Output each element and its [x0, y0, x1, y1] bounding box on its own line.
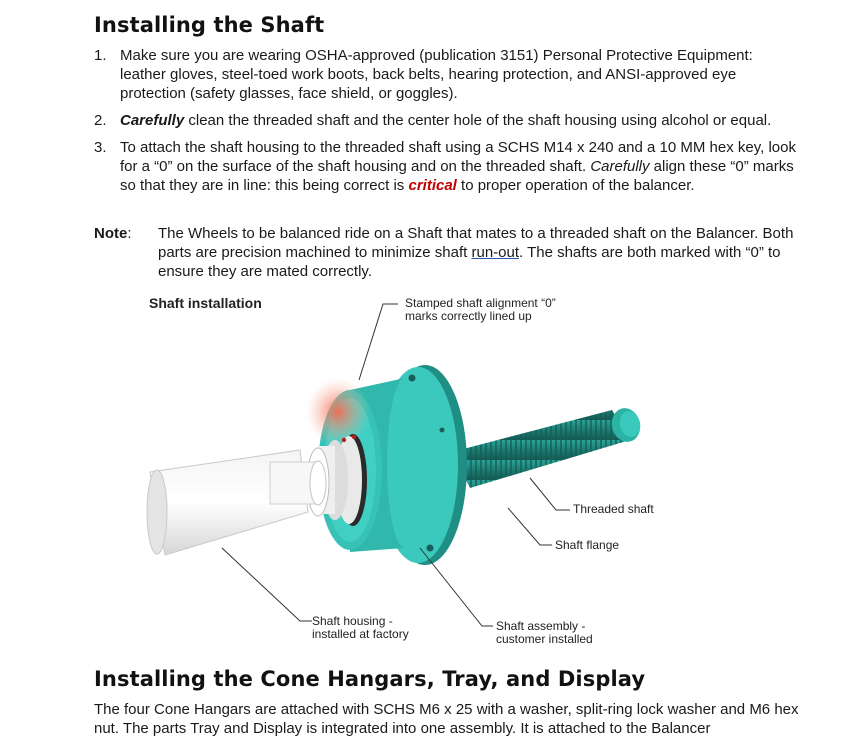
threaded-shaft — [452, 405, 644, 488]
note-block — [94, 224, 799, 281]
alignment-highlight — [306, 378, 370, 446]
cone-hangars-paragraph: The four Cone Hangars are attached with SCHS M6 x 25 with a washer, split-ring lock washer and M6 hex nut. The parts Tray and Display is integrated into one assembly. It is attached to the Balancer — [94, 701, 799, 737]
emphasis-critical: critical — [408, 177, 457, 194]
step-number: 2. — [94, 112, 107, 129]
section-title-cone-hangars: Installing the Cone Hangars, Tray, and Display — [94, 667, 646, 691]
step-text: align these “0” marks so that they are in line: this being correct is — [120, 158, 794, 194]
emphasis-carefully: Carefully — [590, 158, 650, 175]
step-number: 3. — [94, 139, 107, 156]
section-title-installing-shaft: Installing the Shaft — [94, 13, 325, 37]
emphasis-carefully: Carefully — [120, 112, 185, 129]
alignment-mark — [342, 438, 346, 442]
shaft-installation-diagram — [140, 290, 680, 660]
callout-shaft-assembly: Shaft assembly - customer installed — [496, 619, 593, 646]
installation-steps — [94, 46, 799, 203]
shaft-housing — [147, 450, 326, 555]
step-text: clean the threaded shaft and the center hole of the shaft housing using alcohol or equal. — [184, 112, 772, 129]
runout-term: run-out — [471, 244, 520, 261]
step-text: Make sure you are wearing OSHA-approved (publication 3151) Personal Protective Equipment: leather gloves, steel-toed work boots, back belts, hearing protection, and ANSI-approved eye protection (safety glasses, face shield, or goggles). — [120, 47, 753, 102]
list-item — [94, 138, 799, 195]
note-label: Note: — [94, 225, 132, 242]
callout-alignment-marks: Stamped shaft alignment “0” marks correctly lined up — [405, 296, 556, 323]
figure-title: Shaft installation — [149, 295, 262, 311]
callout-shaft-flange: Shaft flange — [555, 538, 620, 552]
step-text: To attach the shaft housing to the threaded shaft using a SCHS M14 x 240 and a 10 MM hex key, look for a “0” on the surface of the shaft housing and on the threaded shaft. — [120, 139, 796, 175]
callout-threaded-shaft: Threaded shaft — [573, 502, 654, 516]
list-item — [94, 111, 799, 130]
callout-shaft-housing: Shaft housing - installed at factory — [312, 614, 409, 641]
alignment-mark — [352, 435, 356, 439]
step-text: to proper operation of the balancer. — [456, 177, 695, 194]
note-text: The Wheels to be balanced ride on a Shaft that mates to a threaded shaft on the Balancer. Both parts are precision machined to minimize shaft run-out. The shafts are both marked with “0” to ensure they are mated correctly. — [158, 225, 794, 280]
step-number: 1. — [94, 47, 107, 64]
list-item — [94, 46, 799, 103]
